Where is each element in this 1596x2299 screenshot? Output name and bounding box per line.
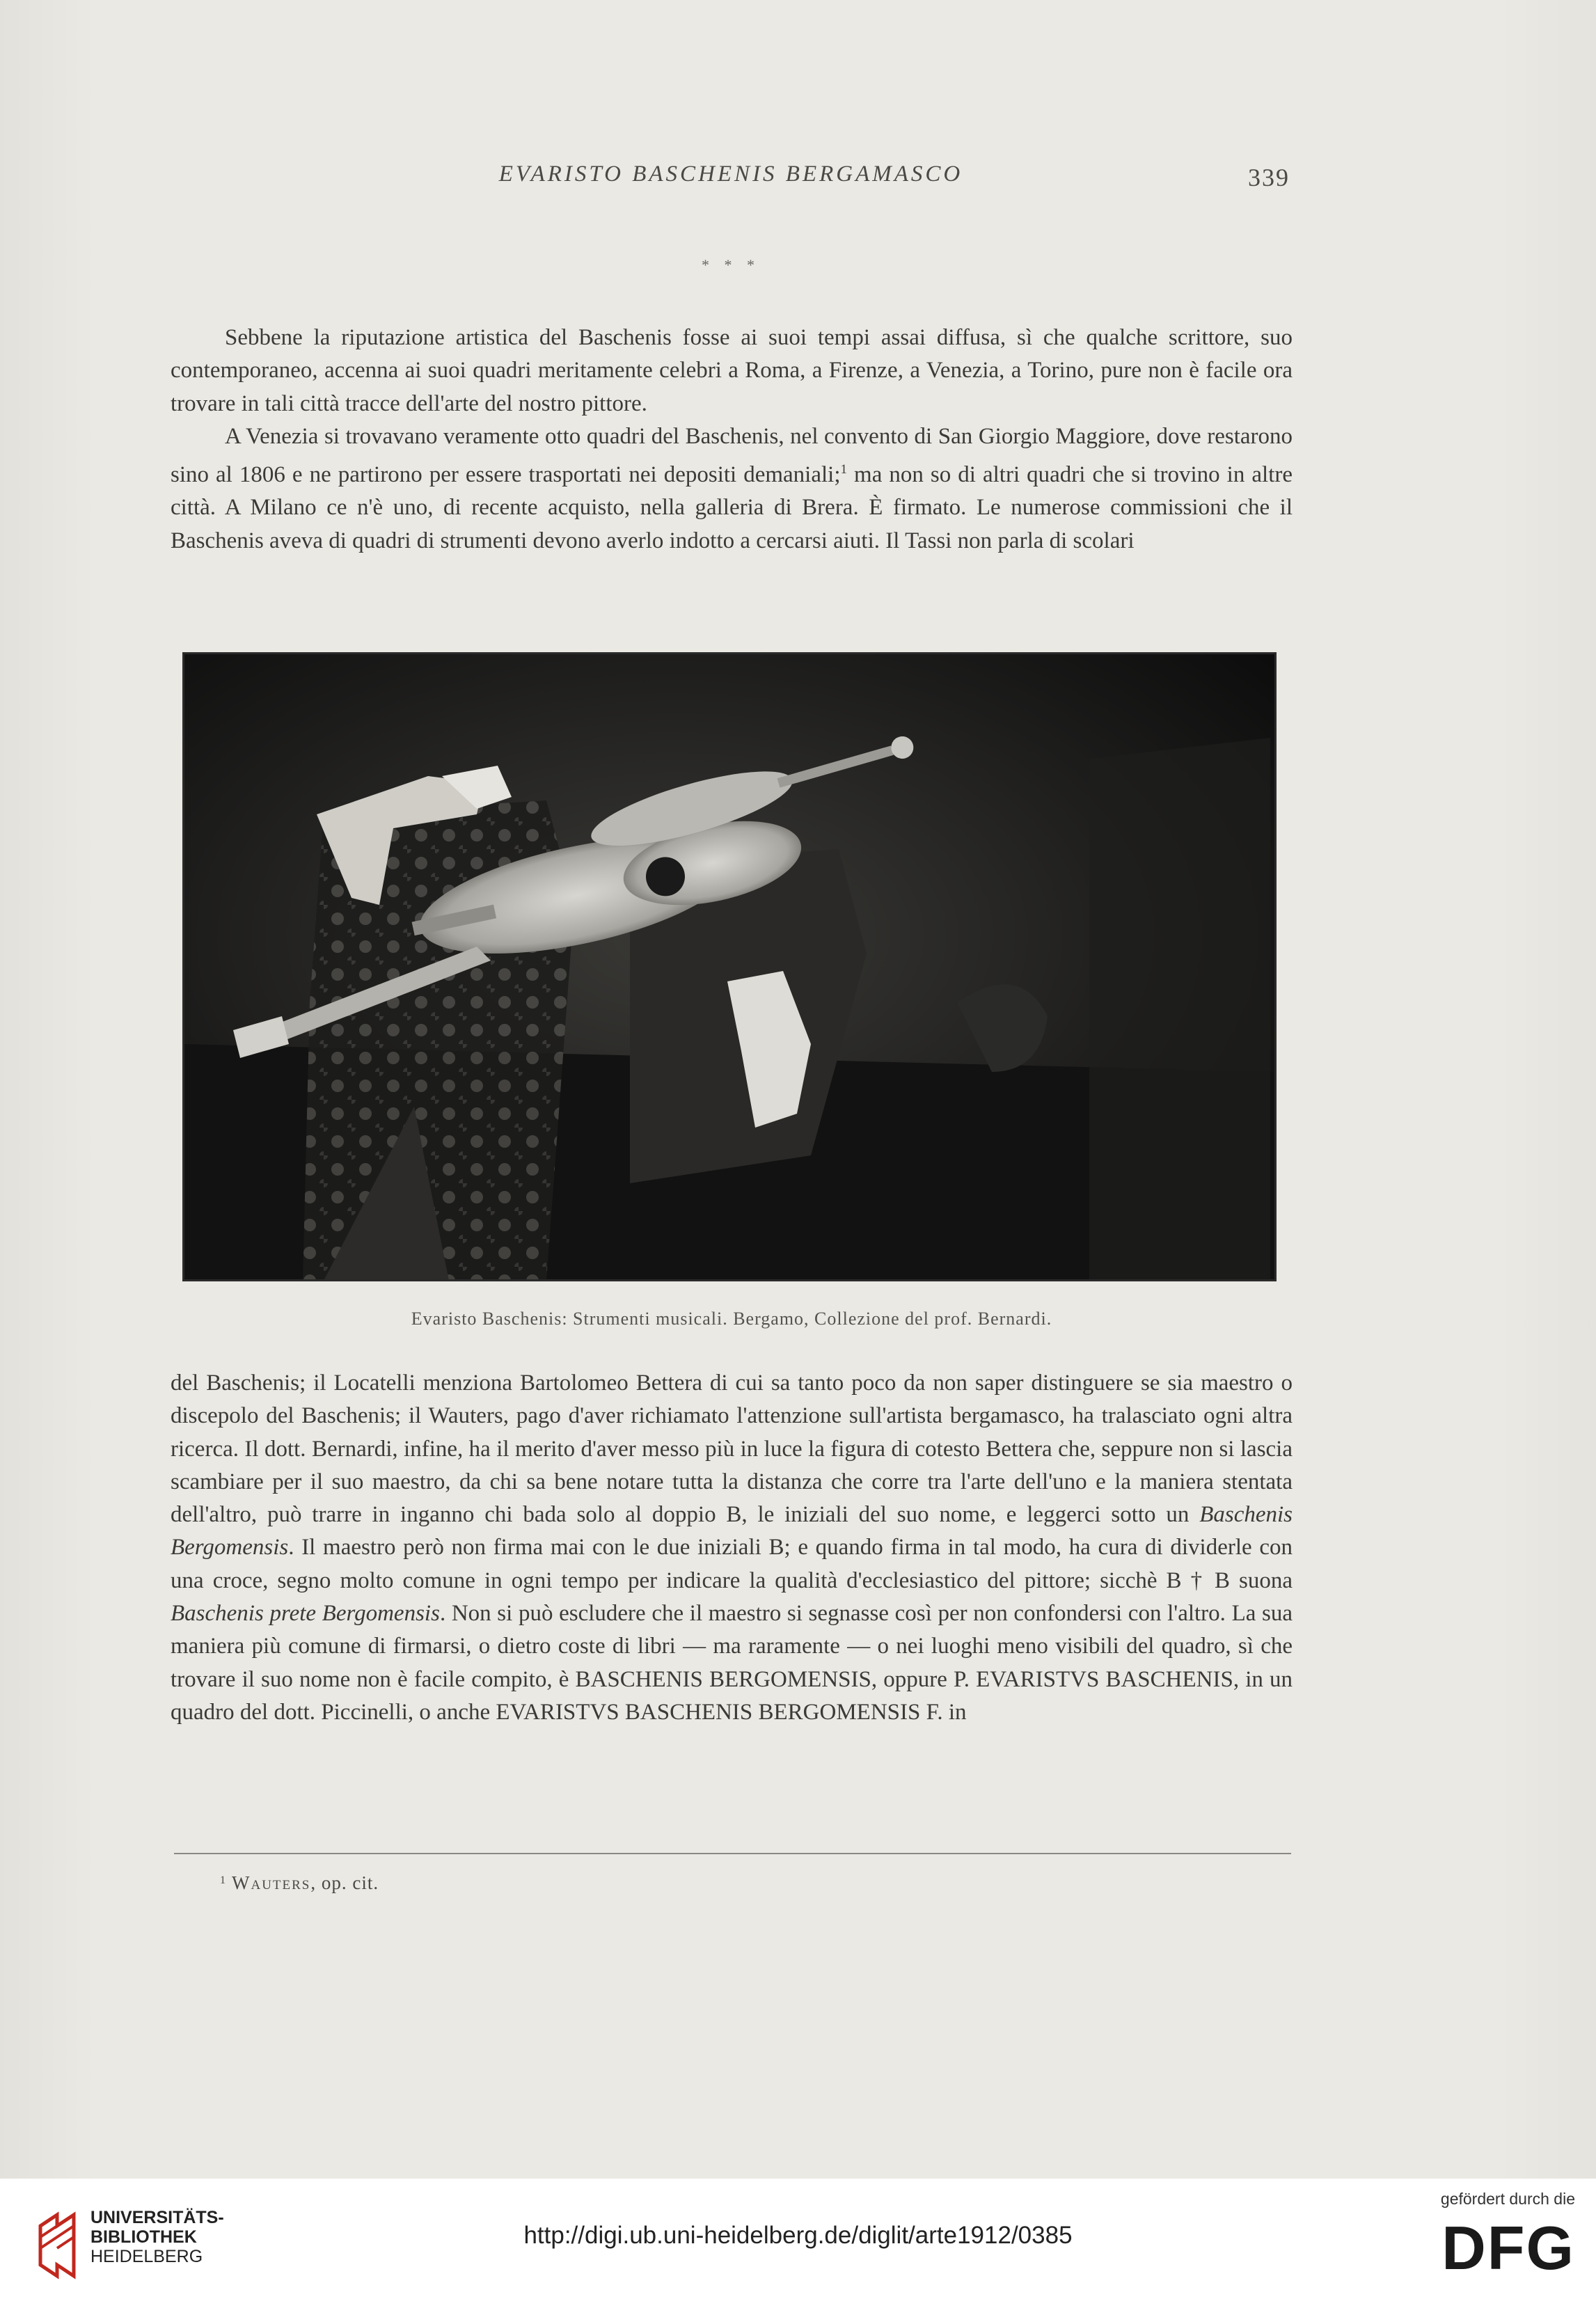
footnote	[220, 1872, 379, 1894]
footnote-author: Wauters	[232, 1872, 311, 1893]
paragraph-text: A Venezia si trovavano veramente otto quadri del Baschenis, nel convento di San Giorgio Maggiore, dove restarono sino al 1806 e ne partirono per essere trasportati nei depositi demaniali;	[171, 423, 1293, 488]
paragraph-text: del Baschenis; il Locatelli menziona Bartolomeo Bettera di cui sa tanto poco da non saper distinguere se sia maestro o discepolo del Baschenis; il Wauters, pago d'aver richiamato l'attenzione sull'artista bergamasco, ha tralasciato ogni altra ricerca. Il dott. Bernardi, infine, ha il merito d'aver messo più in luce la figura di cotesto Bettera che, seppure non si lascia scambiare per il suo maestro, da chi sa bene notare tutta la distanza che corre tra l'arte dell'uno e la maniera stentata dell'altro, può trarre in inganno chi bada solo al doppio B, le iniziali del suo nome, e leggerci sotto un	[171, 1370, 1293, 1528]
paragraph	[171, 1367, 1293, 1729]
paragraph: Sebbene la riputazione artistica del Baschenis fosse ai suoi tempi assai diffusa, sì che qualche scrittore, suo contemporaneo, accenna ai suoi quadri meritamente celebri a Roma, a Firenze, a Venezia, a Torino, pure non è facile ora trovare in tali città tracce dell'arte del nostro pittore.	[171, 325, 1293, 416]
footnote-divider	[174, 1853, 1291, 1854]
paragraph-text: . Non si può escludere che il maestro si segnasse così per non confondersi con l'altro. La sua maniera più comune di firmarsi, o dietro coste di libri — ma raramente — o nei luoghi meno visibili del quadro, sì che trovare il suo nome non è facile compito, è BASCHENIS BERGOMENSIS, oppure P. EVARISTVS BASCHENIS, in un quadro del dott. Piccinelli, o anche EVARISTVS BASCHENIS BERGOMENSIS F. in	[171, 1601, 1293, 1725]
paragraph-text: ma non so di altri quadri che si trovino in altre città. A Milano ce n'è uno, di recente acquisto, nella galleria di Brera. È firmato. Le numerose commissioni che il Baschenis aveva di quadri di strumenti devono averlo indotto a cercarsi aiuti. Il Tassi non parla di scolari	[171, 462, 1293, 553]
running-title: EVARISTO BASCHENIS BERGAMASCO	[498, 161, 963, 187]
viewer-footer	[0, 2179, 1596, 2299]
still-life-illustration	[184, 654, 1274, 1279]
figure-caption: Evaristo Baschenis: Strumenti musicali. Bergamo, Collezione del prof. Bernardi.	[411, 1309, 1052, 1329]
footnote-marker[interactable]: 1	[840, 462, 848, 477]
footnote-ref: , op. cit.	[310, 1872, 379, 1893]
page-number: 339	[1248, 164, 1290, 191]
running-head	[0, 161, 1596, 196]
dfg-logo[interactable]: DFG	[1441, 2213, 1575, 2282]
paragraph-text: . Il maestro però non firma mai con le due iniziali B; e quando firma in tal modo, ha cura di dividerle con una croce, segno molto comune in ogni tempo per indicare la qualità d'ecclesiastico del pittore; sicchè B † B suona	[171, 1535, 1293, 1593]
figure-painting	[182, 652, 1277, 1281]
body-text-bottom	[171, 1367, 1293, 1729]
italic-signature: Baschenis Bergomensis	[171, 1502, 1293, 1561]
funding-label: gefördert durch die	[1440, 2190, 1575, 2208]
footnote-number: 1	[220, 1874, 226, 1886]
paragraph	[171, 420, 1293, 558]
body-text-top	[171, 322, 1293, 558]
library-name-line: HEIDELBERG	[90, 2247, 203, 2266]
library-name-line: BIBLIOTHEK	[90, 2227, 197, 2247]
section-divider: * * *	[702, 256, 760, 274]
italic-signature: Baschenis prete Bergomensis	[171, 1601, 440, 1627]
library-name-line: UNIVERSITÄTS-	[90, 2208, 224, 2227]
permalink-url[interactable]: http://digi.ub.uni-heidelberg.de/diglit/arte1912/0385	[523, 2222, 1073, 2249]
